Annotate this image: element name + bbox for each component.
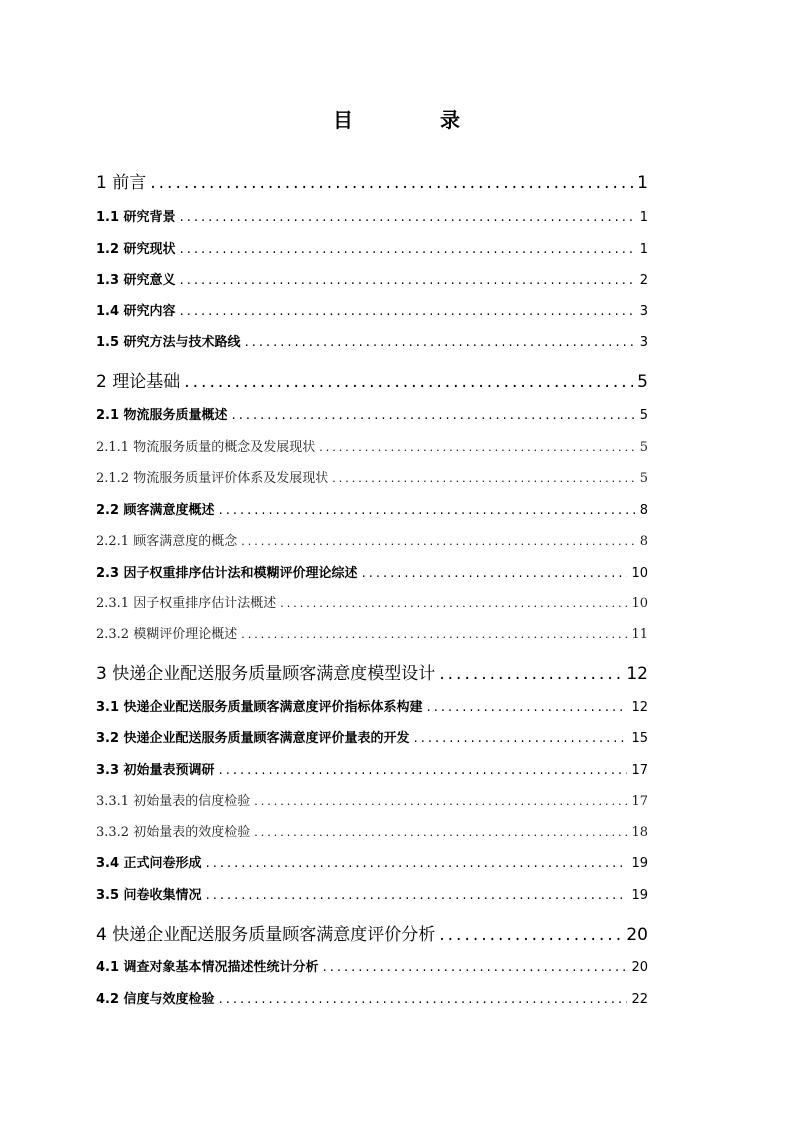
toc-entry-label: 3.2 快递企业配送服务质量顾客满意度评价量表的开发 — [96, 731, 410, 746]
toc-entry-label: 2.1.2 物流服务质量评价体系及发展现状 — [96, 471, 329, 486]
toc-leader-dots — [427, 700, 628, 715]
toc-entry-label: 3.4 正式问卷形成 — [96, 856, 202, 871]
toc-leader-dots — [219, 992, 628, 1007]
toc-entry[interactable] — [96, 988, 648, 1007]
toc-entry[interactable] — [96, 562, 648, 581]
toc-leader-dots — [362, 566, 628, 581]
toc-leader-dots — [319, 441, 636, 454]
toc-leader-dots — [219, 503, 636, 518]
toc-entry[interactable] — [96, 499, 648, 518]
toc-entry-page: 12 — [631, 700, 648, 715]
toc-leader-dots — [184, 372, 633, 392]
toc-leader-dots — [414, 731, 628, 746]
toc-leader-dots — [180, 242, 636, 257]
toc-entry[interactable] — [96, 367, 648, 392]
toc-entry-label: 1.4 研究内容 — [96, 304, 176, 319]
toc-entry-page: 10 — [631, 596, 648, 611]
toc-entry-page: 15 — [631, 731, 648, 746]
toc-leader-dots — [206, 856, 628, 871]
toc-leader-dots — [232, 408, 636, 423]
toc-entry[interactable] — [96, 790, 648, 809]
toc-entry-label: 2.3.1 因子权重排序估计法概述 — [96, 596, 277, 611]
toc-entry-page: 5 — [639, 440, 648, 455]
toc-leader-dots — [280, 597, 627, 610]
toc-leader-dots — [332, 472, 636, 485]
toc-entry[interactable] — [96, 920, 648, 945]
toc-entry[interactable] — [96, 592, 648, 611]
toc-leader-dots — [254, 795, 627, 808]
toc-entry[interactable] — [96, 530, 648, 549]
toc-entry-page: 20 — [631, 960, 648, 975]
toc-entry-label: 1.3 研究意义 — [96, 273, 176, 288]
toc-entry-label: 2.3.2 模糊评价理论概述 — [96, 627, 238, 642]
toc-leader-dots — [180, 210, 636, 225]
toc-leader-dots — [254, 826, 627, 839]
toc-entry-page: 20 — [626, 925, 648, 945]
toc-entry-label: 3.3 初始量表预调研 — [96, 763, 215, 778]
toc-entry[interactable] — [96, 884, 648, 903]
toc-entry-page: 22 — [631, 992, 648, 1007]
toc-entry-label: 1.2 研究现状 — [96, 242, 176, 257]
toc-entry-page: 5 — [639, 408, 648, 423]
toc-entry-page: 3 — [639, 335, 648, 350]
toc-leader-dots — [439, 664, 622, 684]
toc-entry-page: 10 — [631, 566, 648, 581]
toc-entry[interactable] — [96, 269, 648, 288]
toc-entry-page: 17 — [631, 794, 648, 809]
toc-entry-page: 11 — [631, 627, 648, 642]
toc-leader-dots — [245, 335, 636, 350]
toc-entry-page: 1 — [639, 242, 648, 257]
toc-entry-label: 2.2 顾客满意度概述 — [96, 503, 215, 518]
toc-entry[interactable] — [96, 696, 648, 715]
toc-entry-label: 2.1.1 物流服务质量的概念及发展现状 — [96, 440, 316, 455]
toc-entry-page: 19 — [631, 888, 648, 903]
toc-entry-label: 2 理论基础 — [96, 372, 181, 392]
toc-entry-page: 2 — [639, 273, 648, 288]
toc-entry-label: 3.5 问卷收集情况 — [96, 888, 202, 903]
toc-leader-dots — [323, 960, 628, 975]
toc-entry[interactable] — [96, 623, 648, 642]
toc-entry-label: 4 快递企业配送服务质量顾客满意度评价分析 — [96, 925, 436, 945]
toc-entry-label: 3.3.1 初始量表的信度检验 — [96, 794, 251, 809]
toc-entry[interactable] — [96, 956, 648, 975]
toc-entry-label: 1 前言 — [96, 173, 147, 193]
toc-entry-page: 5 — [639, 471, 648, 486]
toc-entry-label: 2.3 因子权重排序估计法和模糊评价理论综述 — [96, 566, 358, 581]
toc-entry-label: 1.1 研究背景 — [96, 210, 176, 225]
toc-entry[interactable] — [96, 759, 648, 778]
toc-entry[interactable] — [96, 659, 648, 684]
toc-entry-label: 3.1 快递企业配送服务质量顾客满意度评价指标体系构建 — [96, 700, 423, 715]
toc-leader-dots — [180, 304, 636, 319]
toc-entry-label: 2.2.1 顾客满意度的概念 — [96, 534, 238, 549]
toc-leader-dots — [241, 628, 627, 641]
toc-entry-page: 19 — [631, 856, 648, 871]
toc-entry-page: 5 — [637, 372, 648, 392]
toc-entry[interactable] — [96, 436, 648, 455]
toc-entry-page: 8 — [639, 503, 648, 518]
toc-entry-label: 2.1 物流服务质量概述 — [96, 408, 228, 423]
toc-entry-page: 18 — [631, 825, 648, 840]
toc-entry[interactable] — [96, 300, 648, 319]
toc-entry[interactable] — [96, 404, 648, 423]
toc-entry-label: 1.5 研究方法与技术路线 — [96, 335, 241, 350]
toc-entry[interactable] — [96, 331, 648, 350]
toc-leader-dots — [150, 173, 633, 193]
toc-entry-label: 3.3.2 初始量表的效度检验 — [96, 825, 251, 840]
toc-entry-page: 1 — [639, 210, 648, 225]
toc-entry[interactable] — [96, 852, 648, 871]
toc-entry[interactable] — [96, 238, 648, 257]
toc-entry[interactable] — [96, 168, 648, 193]
toc-leader-dots — [241, 535, 636, 548]
toc-leader-dots — [206, 888, 628, 903]
toc-title: 目 录 — [333, 108, 500, 132]
toc-entry-label: 4.2 信度与效度检验 — [96, 992, 215, 1007]
toc-entry[interactable] — [96, 727, 648, 746]
toc-entry-label: 3 快递企业配送服务质量顾客满意度模型设计 — [96, 664, 436, 684]
toc-entry-page: 17 — [631, 763, 648, 778]
toc-entry-page: 8 — [639, 534, 648, 549]
toc-entry[interactable] — [96, 206, 648, 225]
toc-leader-dots — [180, 273, 636, 288]
toc-entry[interactable] — [96, 821, 648, 840]
toc-entry[interactable] — [96, 467, 648, 486]
toc-leader-dots — [439, 925, 622, 945]
toc-entry-page: 1 — [637, 173, 648, 193]
toc-leader-dots — [219, 763, 628, 778]
toc-entry-label: 4.1 调查对象基本情况描述性统计分析 — [96, 960, 319, 975]
toc-entry-page: 12 — [626, 664, 648, 684]
toc-entry-page: 3 — [639, 304, 648, 319]
